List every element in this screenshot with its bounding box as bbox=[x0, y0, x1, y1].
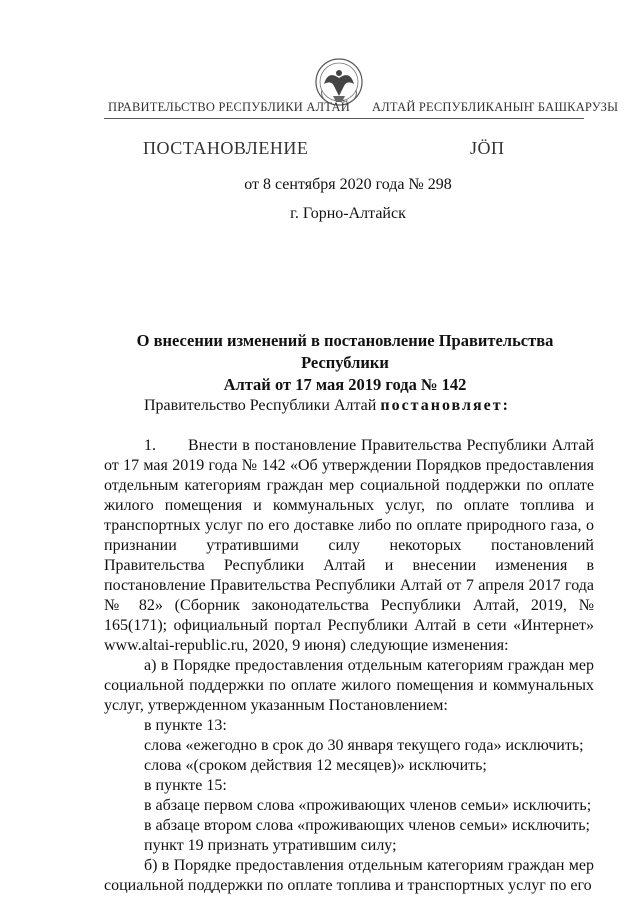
document-body bbox=[104, 396, 594, 896]
subparagraph-a-line-4: в пункте 15: bbox=[144, 777, 227, 794]
subparagraph-a-line-5: в абзаце первом слова «проживающих членов семьи» исключить; bbox=[144, 797, 592, 814]
header-divider bbox=[104, 118, 584, 119]
intro-prefix: Правительство Республики Алтай bbox=[144, 397, 381, 414]
document-title bbox=[110, 330, 580, 396]
paragraph-1-text: Внести в постановление Правительства Республики Алтай от 17 мая 2019 года № 142 «Об утверждении Порядков предоставления отдельным категориям граждан мер социальной поддержки по оплате жилого помещения и коммунальных услуг, по оплате топлива и транспортных услуг по его доставке либо по оплате природного газа, о признании утратившими силу некоторых постановлений Правительства Республики Алтай и внесении изменения в постановление Правительства Республики Алтай от 7 апреля 2017 года № 82» (Сборник законодательства Республики Алтай, 2019, № 165(171); официальный портал Республики Алтай в сети «Интернет» www.altai-republic.ru, 2020, 9 июня) следующие изменения: bbox=[104, 437, 594, 654]
paragraph-1-number: 1. bbox=[144, 437, 156, 454]
subparagraph-a: а) в Порядке предоставления отдельным категориям граждан мер социальной поддержки по оплате жилого помещения и коммунальных услуг, утвержденном указанным Постановлением: bbox=[104, 657, 594, 714]
subparagraph-a-line-1: в пункте 13: bbox=[144, 717, 227, 734]
title-line-2: Алтай от 17 мая 2019 года № 142 bbox=[223, 375, 467, 394]
resolution-intro bbox=[104, 396, 594, 416]
paragraph-1 bbox=[104, 436, 594, 656]
header-org-name-ru: ПРАВИТЕЛЬСТВО РЕСПУБЛИКИ АЛТАЙ bbox=[108, 100, 350, 114]
intro-emphasis: постановляет: bbox=[380, 397, 510, 414]
document-date: от 8 сентября 2020 года № 298 bbox=[244, 176, 452, 193]
subparagraph-a-line-3: слова «(сроком действия 12 месяцев)» исключить; bbox=[144, 757, 487, 774]
subparagraph-a-line-6: в абзаце втором слова «проживающих членов семьи» исключить; bbox=[144, 817, 590, 834]
title-line-1: О внесении изменений в постановление Правительства Республики bbox=[136, 331, 554, 372]
doc-type-ru: ПОСТАНОВЛЕНИЕ bbox=[143, 138, 309, 158]
header-org-name-alt: АЛТАЙ РЕСПУБЛИКАНЫҤ БАШКАРУЗЫ bbox=[372, 100, 619, 114]
subparagraph-b: б) в Порядке предоставления отдельным категориям граждан мер социальной поддержки по оплате топлива и транспортных услуг по его bbox=[104, 857, 594, 894]
subparagraph-a-line-7: пункт 19 признать утратившим силу; bbox=[144, 837, 397, 854]
document-city: г. Горно-Алтайск bbox=[290, 205, 406, 222]
subparagraph-a-line-2: слова «ежегодно в срок до 30 января текущего года» исключить; bbox=[144, 737, 584, 754]
doc-type-alt: ЈӦП bbox=[470, 138, 505, 158]
